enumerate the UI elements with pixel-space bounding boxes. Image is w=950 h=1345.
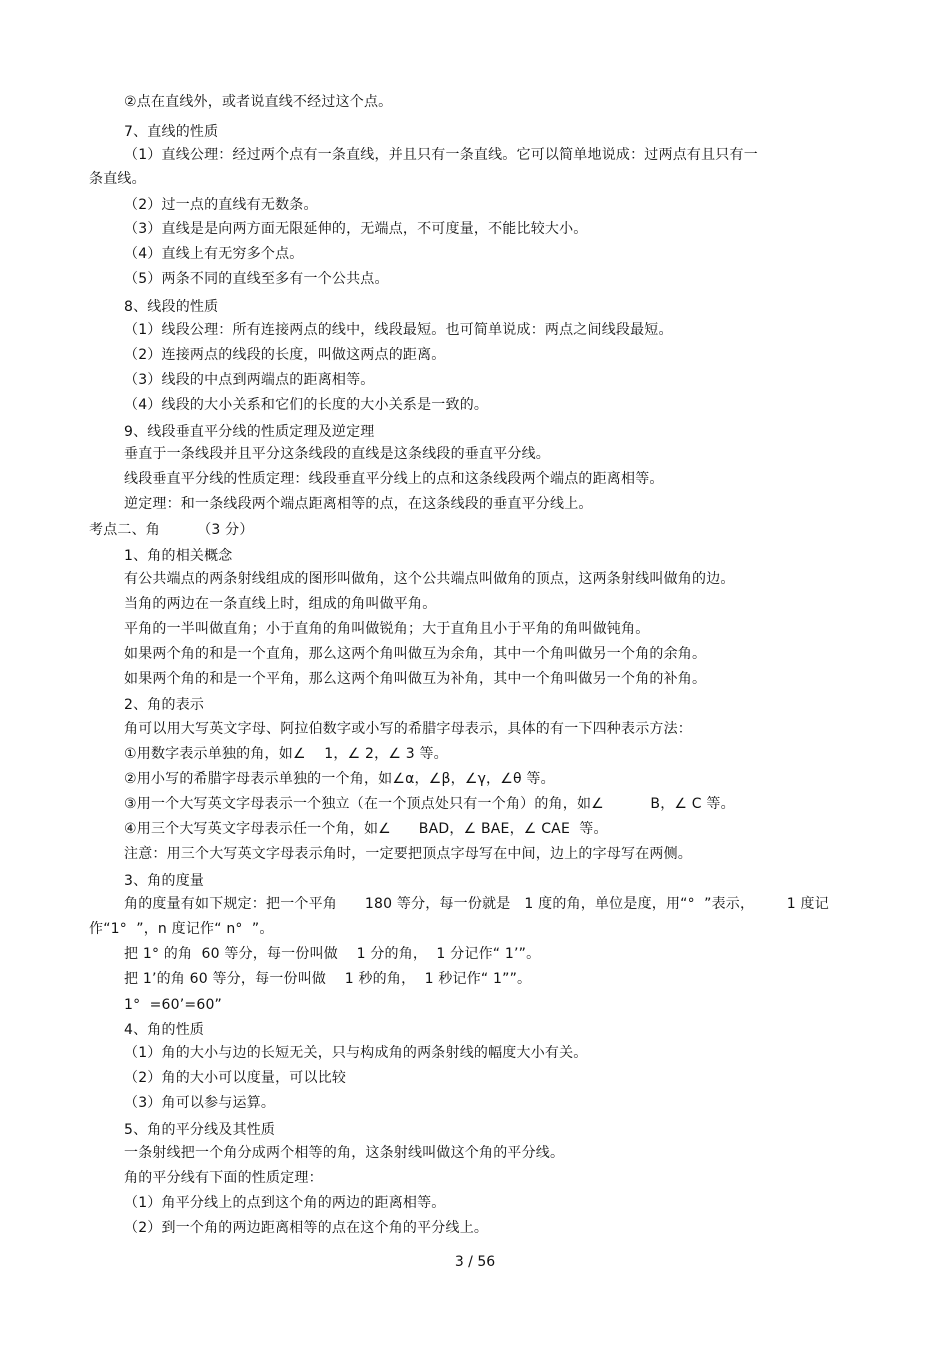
text-line: 作“1° ”，n 度记作“ n° ”。 — [89, 921, 274, 937]
text-line: 把 1’的角 60 等分，每一份叫做 1 秒的角， 1 秒记作“ 1””。 — [124, 971, 532, 987]
section-heading: 2、角的表示 — [124, 697, 205, 713]
text-line: 如果两个角的和是一个直角，那么这两个角叫做互为余角，其中一个角叫做另一个角的余角。 — [124, 646, 707, 662]
text-line: 线段垂直平分线的性质定理：线段垂直平分线上的点和这条线段两个端点的距离相等。 — [124, 471, 664, 487]
text-line: 一条射线把一个角分成两个相等的角，这条射线叫做这个角的平分线。 — [124, 1145, 565, 1161]
text-line: （3）直线是是向两方面无限延伸的，无端点，不可度量，不能比较大小。 — [124, 221, 588, 237]
text-line: （4）直线上有无穷多个点。 — [124, 246, 304, 262]
text-line: ②点在直线外，或者说直线不经过这个点。 — [124, 94, 393, 110]
section-heading: 7、直线的性质 — [124, 124, 219, 140]
text-line: （5）两条不同的直线至多有一个公共点。 — [124, 271, 389, 287]
text-line: （2）连接两点的线段的长度，叫做这两点的距离。 — [124, 347, 446, 363]
text-line: （1）角的大小与边的长短无关，只与构成角的两条射线的幅度大小有关。 — [124, 1045, 588, 1061]
text-line: 1° =60’=60” — [124, 997, 223, 1013]
section-heading: 9、线段垂直平分线的性质定理及逆定理 — [124, 424, 375, 440]
section-heading: 3、角的度量 — [124, 873, 205, 889]
text-line: 注意：用三个大写英文字母表示角时，一定要把顶点字母写在中间，边上的字母写在两侧。 — [124, 846, 692, 862]
text-line: ④用三个大写英文字母表示任一个角，如∠ BAD，∠ BAE，∠ CAE 等。 — [124, 821, 608, 837]
text-line: ②用小写的希腊字母表示单独的一个角，如∠α，∠β，∠γ，∠θ 等。 — [124, 771, 555, 787]
text-line: 逆定理：和一条线段两个端点距离相等的点，在这条线段的垂直平分线上。 — [124, 496, 593, 512]
section-heading: 1、角的相关概念 — [124, 548, 233, 564]
text-line: 角的度量有如下规定：把一个平角 180 等分，每一份就是 1 度的角，单位是度，用“° ”表示， 1 度记 — [124, 896, 829, 912]
text-line: （2）角的大小可以度量，可以比较 — [124, 1070, 347, 1086]
section-heading: 5、角的平分线及其性质 — [124, 1122, 276, 1138]
section-heading: 4、角的性质 — [124, 1022, 205, 1038]
text-line: 条直线。 — [89, 171, 146, 187]
text-line: （3）线段的中点到两端点的距离相等。 — [124, 372, 375, 388]
text-line: （1）直线公理：经过两个点有一条直线，并且只有一条直线。它可以简单地说成：过两点有且只有一 — [124, 147, 758, 163]
text-line: 角可以用大写英文字母、阿拉伯数字或小写的希腊字母表示，具体的有一下四种表示方法： — [124, 721, 692, 737]
text-line: （1）线段公理：所有连接两点的线中，线段最短。也可简单说成：两点之间线段最短。 — [124, 322, 673, 338]
text-line: （2）过一点的直线有无数条。 — [124, 197, 318, 213]
text-line: 角的平分线有下面的性质定理： — [124, 1170, 323, 1186]
text-line: 当角的两边在一条直线上时，组成的角叫做平角。 — [124, 596, 437, 612]
text-line: 把 1° 的角 60 等分，每一份叫做 1 分的角， 1 分记作“ 1’”。 — [124, 946, 541, 962]
text-line: 如果两个角的和是一个平角，那么这两个角叫做互为补角，其中一个角叫做另一个角的补角。 — [124, 671, 707, 687]
text-line: （4）线段的大小关系和它们的长度的大小关系是一致的。 — [124, 397, 489, 413]
text-line: ①用数字表示单独的角，如∠ 1，∠ 2，∠ 3 等。 — [124, 746, 448, 762]
text-line: 有公共端点的两条射线组成的图形叫做角，这个公共端点叫做角的顶点，这两条射线叫做角的边。 — [124, 571, 735, 587]
text-line: （1）角平分线上的点到这个角的两边的距离相等。 — [124, 1195, 446, 1211]
text-line: （3）角可以参与运算。 — [124, 1095, 276, 1111]
section-heading: 8、线段的性质 — [124, 299, 219, 315]
topic-heading: 考点二、角 （3 分） — [89, 522, 254, 538]
text-line: ③用一个大写英文字母表示一个独立（在一个顶点处只有一个角）的角，如∠ B，∠ C 等。 — [124, 796, 735, 812]
text-line: 垂直于一条线段并且平分这条线段的直线是这条线段的垂直平分线。 — [124, 446, 550, 462]
text-line: 平角的一半叫做直角；小于直角的角叫做锐角；大于直角且小于平角的角叫做钝角。 — [124, 621, 650, 637]
page-number: 3 / 56 — [454, 1254, 496, 1270]
text-line: （2）到一个角的两边距离相等的点在这个角的平分线上。 — [124, 1220, 489, 1236]
